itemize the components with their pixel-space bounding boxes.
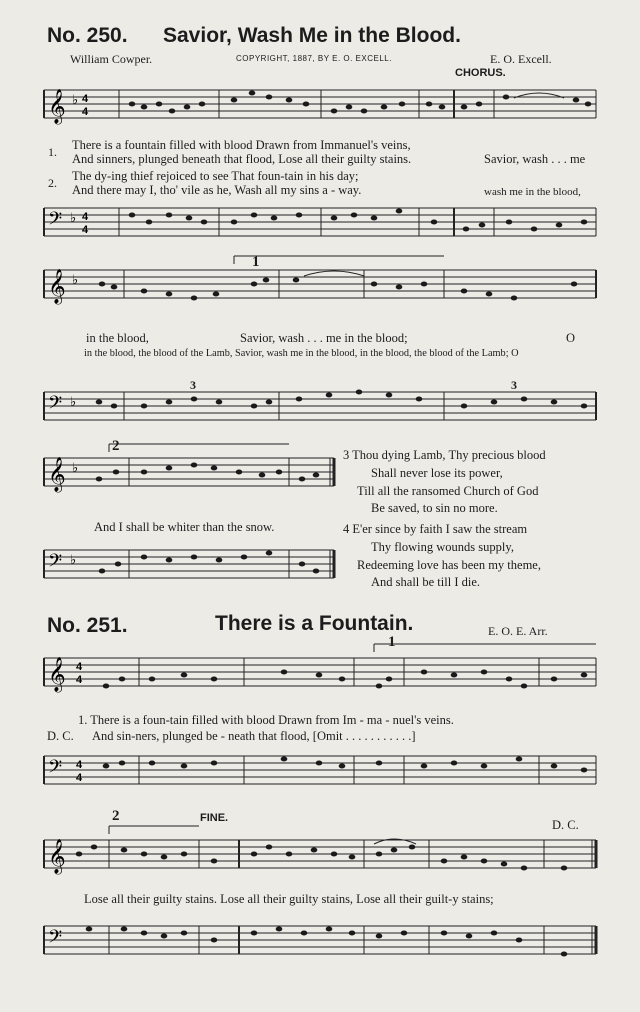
composer: E. O. Excell. bbox=[490, 52, 552, 66]
lyric-line: And sin-ners, plunged be - neath that flood, [Omit . . . . . . . . . . .] bbox=[92, 729, 416, 743]
lyric-line: in the blood, bbox=[86, 331, 149, 345]
svg-text:𝄞: 𝄞 bbox=[48, 839, 66, 874]
hymn-number: No. 251. bbox=[47, 614, 128, 637]
verse-3: 3 Thou dying Lamb, Thy precious blood Shall never lose its power, Till all the ransomed Church of God Be saved, to sin no more. bbox=[343, 448, 546, 516]
svg-text:♭: ♭ bbox=[70, 552, 77, 567]
ending-marker: 1 bbox=[388, 634, 396, 650]
dc-label: D. C. bbox=[552, 818, 579, 832]
svg-text:𝄢: 𝄢 bbox=[48, 551, 63, 576]
svg-text:𝄞: 𝄞 bbox=[48, 657, 66, 692]
lyric-line: O bbox=[566, 331, 576, 345]
lyric-line: 1. There is a foun-tain filled with blood Drawn from Im - ma - nuel's veins. bbox=[78, 713, 454, 727]
staff-h251-1-bass bbox=[44, 748, 596, 798]
staff-system-1-treble bbox=[44, 82, 596, 132]
lyric-alt-line: in the blood, the blood of the Lamb, Savior, wash me in the blood, in the blood, the blood of the Lamb; O bbox=[84, 348, 519, 359]
staff-h251-2-bass bbox=[44, 918, 596, 968]
svg-text:♭: ♭ bbox=[72, 272, 79, 287]
copyright: COPYRIGHT, 1887, BY E. O. EXCELL. bbox=[236, 54, 392, 63]
svg-text:4: 4 bbox=[76, 759, 83, 771]
svg-text:4: 4 bbox=[76, 661, 83, 673]
lyric-refrain: Savior, wash . . . me bbox=[484, 152, 586, 166]
ending-marker: 1 bbox=[252, 254, 260, 270]
chorus-label: CHORUS. bbox=[455, 67, 506, 79]
hymn-title: Savior, Wash Me in the Blood. bbox=[163, 24, 461, 47]
staff-system-2-bass bbox=[44, 384, 596, 434]
ending-marker: 2 bbox=[112, 438, 120, 454]
svg-text:4: 4 bbox=[82, 93, 89, 105]
svg-text:𝄢: 𝄢 bbox=[48, 757, 63, 782]
svg-text:4: 4 bbox=[82, 211, 89, 223]
svg-text:♭: ♭ bbox=[70, 394, 77, 409]
ending-marker: 2 bbox=[112, 808, 120, 824]
svg-text:𝄢: 𝄢 bbox=[48, 927, 63, 952]
triplet-marker: 3 bbox=[511, 378, 517, 392]
arranger: E. O. E. Arr. bbox=[488, 624, 548, 638]
dc-label: D. C. bbox=[47, 729, 74, 743]
staff-system-3-treble bbox=[44, 450, 334, 500]
fine-label: FINE. bbox=[200, 812, 229, 824]
lyricist: William Cowper. bbox=[70, 52, 153, 66]
triplet-marker: 3 bbox=[190, 378, 196, 392]
verse-number-1: 1. bbox=[48, 145, 57, 159]
verse-number: 4 bbox=[343, 522, 350, 536]
svg-text:4: 4 bbox=[76, 674, 83, 686]
staff-system-3-bass bbox=[44, 542, 334, 592]
staff-h251-1-treble bbox=[44, 650, 596, 700]
svg-text:4: 4 bbox=[82, 106, 89, 118]
lyric-line: Savior, wash . . . me in the blood; bbox=[240, 331, 408, 345]
svg-text:4: 4 bbox=[82, 224, 89, 236]
svg-text:𝄞: 𝄞 bbox=[48, 269, 66, 304]
verse-number: 3 bbox=[343, 448, 350, 462]
staff-system-2-treble bbox=[44, 262, 596, 312]
verse-number-2: 2. bbox=[48, 176, 57, 190]
svg-text:♭: ♭ bbox=[72, 92, 79, 107]
svg-text:𝄢: 𝄢 bbox=[48, 393, 63, 418]
lyric-line: Lose all their guilty stains. Lose all their guilty stains, Lose all their guilt-y stains; bbox=[84, 892, 494, 906]
lyric-line: And I shall be whiter than the snow. bbox=[94, 520, 275, 534]
staff-system-1-bass bbox=[44, 200, 596, 250]
lyric-refrain: wash me in the blood, bbox=[484, 186, 581, 198]
svg-text:♭: ♭ bbox=[70, 210, 77, 225]
lyric-line: And sinners, plunged beneath that flood, Lose all their guilty stains. bbox=[72, 152, 412, 166]
verse-4: 4 E'er since by faith I saw the stream Thy flowing wounds supply, Redeeming love has been my theme, And shall be till I die. bbox=[343, 522, 541, 590]
staff-h251-2-treble bbox=[44, 832, 596, 882]
svg-text:♭: ♭ bbox=[72, 460, 79, 475]
hymn-title: There is a Fountain. bbox=[215, 612, 414, 635]
svg-text:𝄞: 𝄞 bbox=[48, 457, 66, 492]
lyric-line: And there may I, tho' vile as he, Wash all my sins a - way. bbox=[72, 183, 362, 197]
svg-text:𝄢: 𝄢 bbox=[48, 209, 63, 234]
svg-text:4: 4 bbox=[76, 772, 83, 784]
lyric-line: There is a fountain filled with blood Drawn from Immanuel's veins, bbox=[72, 138, 411, 152]
hymn-number: No. 250. bbox=[47, 24, 128, 47]
svg-text:𝄞: 𝄞 bbox=[48, 89, 66, 124]
lyric-line: The dy-ing thief rejoiced to see That foun-tain in his day; bbox=[72, 169, 359, 183]
